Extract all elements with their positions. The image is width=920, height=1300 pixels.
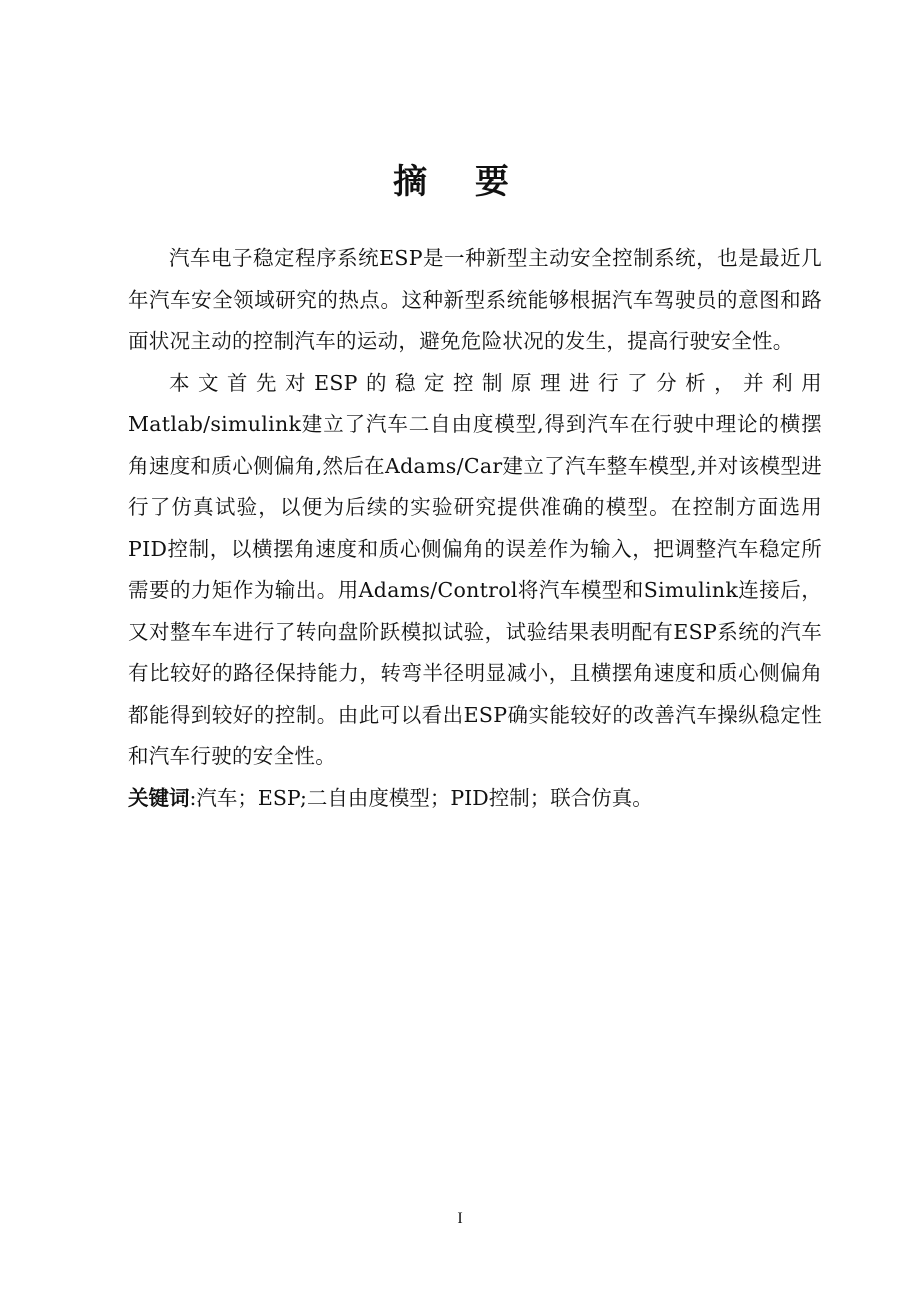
page-number: I: [457, 1210, 463, 1227]
keywords-text: :汽车；ESP;二自由度模型；PID控制；联合仿真。: [189, 785, 653, 810]
page-title: 摘 要: [393, 162, 527, 202]
abstract-body: [128, 238, 822, 819]
keywords-label: 关键词: [128, 785, 190, 810]
abstract-paragraph-2: 本文首先对ESP的稳定控制原理进行了分析，并利用Matlab/simulink建立了汽车二自由度模型,得到汽车在行驶中理论的横摆角速度和质心侧偏角,然后在Adams/Car建立了汽车整车模型,并对该模型进行了仿真试验，以便为后续的实验研究提供准确的模型。在控制方面选用PID控制，以横摆角速度和质心侧偏角的误差作为输入，把调整汽车稳定所需要的力矩作为输出。用Adams/Control将汽车模型和Simulink连接后，又对整车车进行了转向盘阶跃模拟试验，试验结果表明配有ESP系统的汽车有比较好的路径保持能力，转弯半径明显减小，且横摆角速度和质心侧偏角都能得到较好的控制。由此可以看出ESP确实能较好的改善汽车操纵稳定性和汽车行驶的安全性。: [128, 370, 822, 768]
abstract-paragraph-1: 汽车电子稳定程序系统ESP是一种新型主动安全控制系统，也是最近几年汽车安全领域研究的热点。这种新型系统能够根据汽车驾驶员的意图和路面状况主动的控制汽车的运动，避免危险状况的发生，提高行驶安全性。: [128, 246, 822, 353]
keywords-line: [128, 778, 822, 820]
